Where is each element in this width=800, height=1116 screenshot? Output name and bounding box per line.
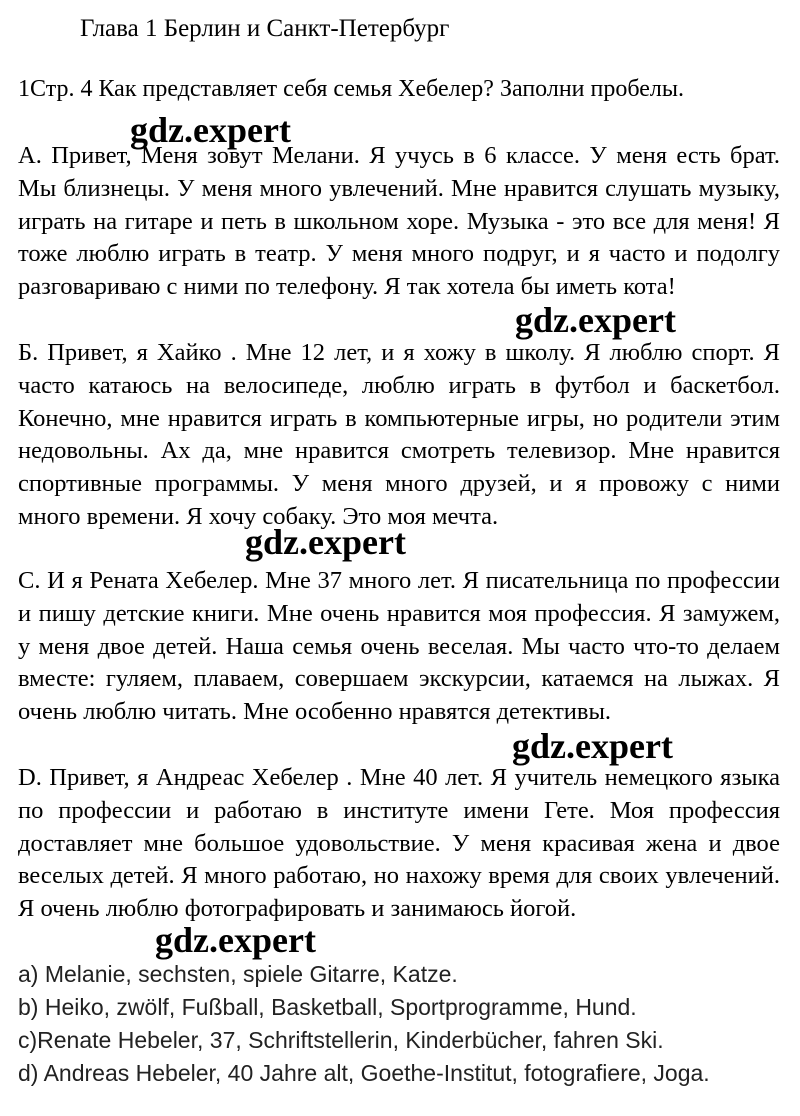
watermark: gdz.expert [155, 920, 316, 960]
exercise-question: 1Стр. 4 Как представляет себя семья Хебелер? Заполни пробелы. [18, 76, 684, 102]
answer-item: d) Andreas Hebeler, 40 Jahre alt, Goethe-Institut, fotografiere, Joga. [18, 1060, 710, 1086]
watermark: gdz.expert [515, 300, 676, 340]
paragraph-melanie: А. Привет, Меня зовут Мелани. Я учусь в 6 классе. У меня есть брат. Мы близнецы. У меня много увлечений. Мне нравится слушать музыку, играть на гитаре и петь в школьном хоре. Музыка - это все для меня! Я тоже люблю играть в театр. У меня много подруг, и я часто и подолгу разговариваю с ними по телефону. Я так хотела бы иметь кота! [18, 142, 780, 301]
watermark: gdz.expert [245, 522, 406, 562]
answers-list [18, 958, 788, 1090]
answer-item: a) Melanie, sechsten, spiele Gitarre, Katze. [18, 961, 458, 987]
paragraph-heiko: Б. Привет, я Хайко . Мне 12 лет, и я хожу в школу. Я люблю спорт. Я часто катаюсь на велосипеде, люблю играть в футбол и баскетбол. Конечно, мне нравится играть в компьютерные игры, но родители этим недовольны. Ах да, мне нравится смотреть телевизор. Мне нравится спортивные программы. У меня много друзей, и я провожу с ними много времени. Я хочу собаку. Это моя мечта. [18, 339, 780, 530]
paragraph-andreas: D. Привет, я Андреас Хебелер . Мне 40 лет. Я учитель немецкого языка по профессии и работаю в институте имени Гете. Моя профессия доставляет мне большое удовольствие. У меня красивая жена и двое веселых детей. Я много работаю, но нахожу время для своих увлечений. Я очень люблю фотографировать и занимаюсь йогой. [18, 764, 780, 923]
watermark: gdz.expert [130, 110, 291, 150]
watermark: gdz.expert [512, 726, 673, 766]
chapter-title: Глава 1 Берлин и Санкт-Петербург [80, 15, 450, 42]
answer-item: c)Renate Hebeler, 37, Schriftstellerin, Kinderbücher, fahren Ski. [18, 1027, 664, 1053]
paragraph-renate: С. И я Рената Хебелер. Мне 37 много лет. Я писательница по профессии и пишу детские книги. Мне очень нравится моя профессия. Я замужем, у меня двое детей. Наша семья очень веселая. Мы часто что-то делаем вместе: гуляем, плаваем, совершаем экскурсии, катаемся на лыжах. Я очень люблю читать. Мне особенно нравятся детективы. [18, 567, 780, 726]
answer-item: b) Heiko, zwölf, Fußball, Basketball, Sportprogramme, Hund. [18, 994, 637, 1020]
